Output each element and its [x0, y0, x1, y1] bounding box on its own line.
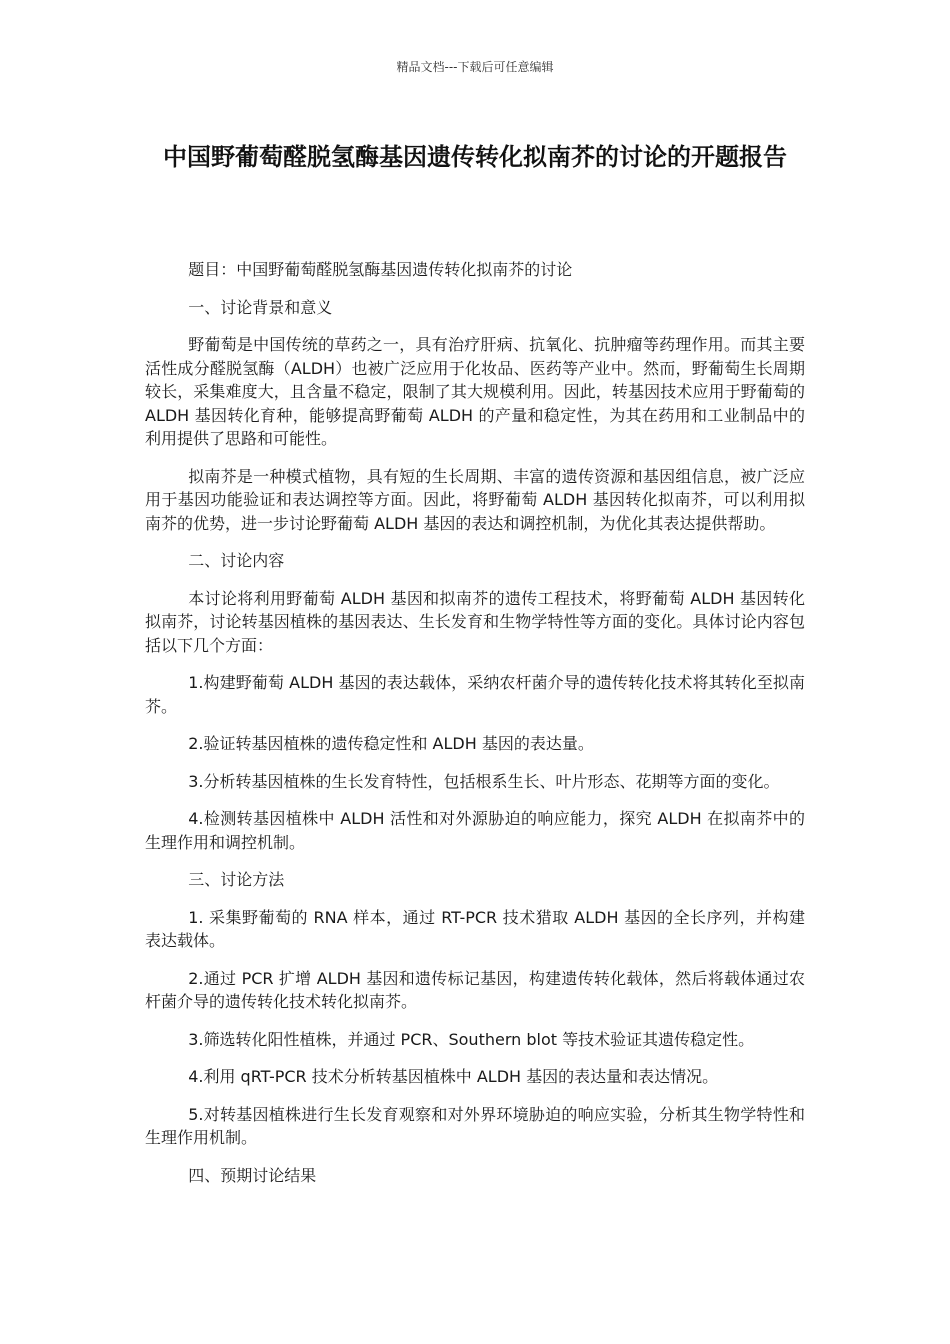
- section-heading-expected-results: 四、预期讨论结果: [188, 1165, 317, 1185]
- section-heading-content: 二、讨论内容: [188, 551, 285, 570]
- paragraph: 本讨论将利用野葡萄 ALDH 基因和拟南芥的遗传工程技术，将野葡萄 ALDH 基因转化拟南芥，讨论转基因植株的基因表达、生长发育和生物学特性等方面的变化。具体讨论内容包括以下几个方面：: [145, 588, 805, 655]
- list-item: 3.筛选转化阳性植株，并通过 PCR、Southern blot 等技术验证其遗传稳定性。: [188, 1029, 755, 1049]
- list-item: 1. 采集野葡萄的 RNA 样本，通过 RT-PCR 技术猎取 ALDH 基因的全长序列，并构建表达载体。: [145, 907, 805, 950]
- list-item: 5.对转基因植株进行生长发育观察和对外界环境胁迫的响应实验，分析其生物学特性和生理作用机制。: [145, 1104, 805, 1147]
- list-item: 4.利用 qRT-PCR 技术分析转基因植株中 ALDH 基因的表达量和表达情况。: [188, 1067, 719, 1086]
- section-heading-background: 一、讨论背景和意义: [188, 297, 333, 317]
- paragraph: 野葡萄是中国传统的草药之一，具有治疗肝病、抗氧化、抗肿瘤等药理作用。而其主要活性成分醛脱氢酶（ALDH）也被广泛应用于化妆品、医药等产业中。然而，野葡萄生长周期较长，采集难度大，且含量不稳定，限制了其大规模利用。因此，转基因技术应用于野葡萄的 ALDH 基因转化育种，能够提高野葡萄 ALDH 的产量和稳定性，为其在药用和工业制品中的利用提供了思路和可能性。: [145, 335, 805, 448]
- page-header-note: 精品文档---下载后可任意编辑: [396, 60, 554, 74]
- list-item: 2.通过 PCR 扩增 ALDH 基因和遗传标记基因，构建遗传转化载体，然后将载体通过农杆菌介导的遗传转化技术转化拟南芥。: [145, 968, 805, 1011]
- document-body: [145, 258, 805, 1201]
- list-item: 4.检测转基因植株中 ALDH 活性和对外源胁迫的响应能力，探究 ALDH 在拟南芥中的生理作用和调控机制。: [145, 809, 805, 852]
- topic-line: 题目：中国野葡萄醛脱氢酶基因遗传转化拟南芥的讨论: [188, 260, 573, 279]
- list-item: 2.验证转基因植株的遗传稳定性和 ALDH 基因的表达量。: [188, 734, 594, 753]
- list-item: 1.构建野葡萄 ALDH 基因的表达载体，采纳农杆菌介导的遗传转化技术将其转化至拟南芥。: [145, 673, 805, 716]
- section-heading-methods: 三、讨论方法: [188, 870, 285, 889]
- document-title: 中国野葡萄醛脱氢酶基因遗传转化拟南芥的讨论的开题报告: [163, 143, 787, 171]
- paragraph: 拟南芥是一种模式植物，具有短的生长周期、丰富的遗传资源和基因组信息，被广泛应用于基因功能验证和表达调控等方面。因此，将野葡萄 ALDH 基因转化拟南芥，可以利用拟南芥的优势，进一步讨论野葡萄 ALDH 基因的表达和调控机制，为优化其表达提供帮助。: [145, 466, 805, 533]
- list-item: 3.分析转基因植株的生长发育特性，包括根系生长、叶片形态、花期等方面的变化。: [188, 771, 780, 791]
